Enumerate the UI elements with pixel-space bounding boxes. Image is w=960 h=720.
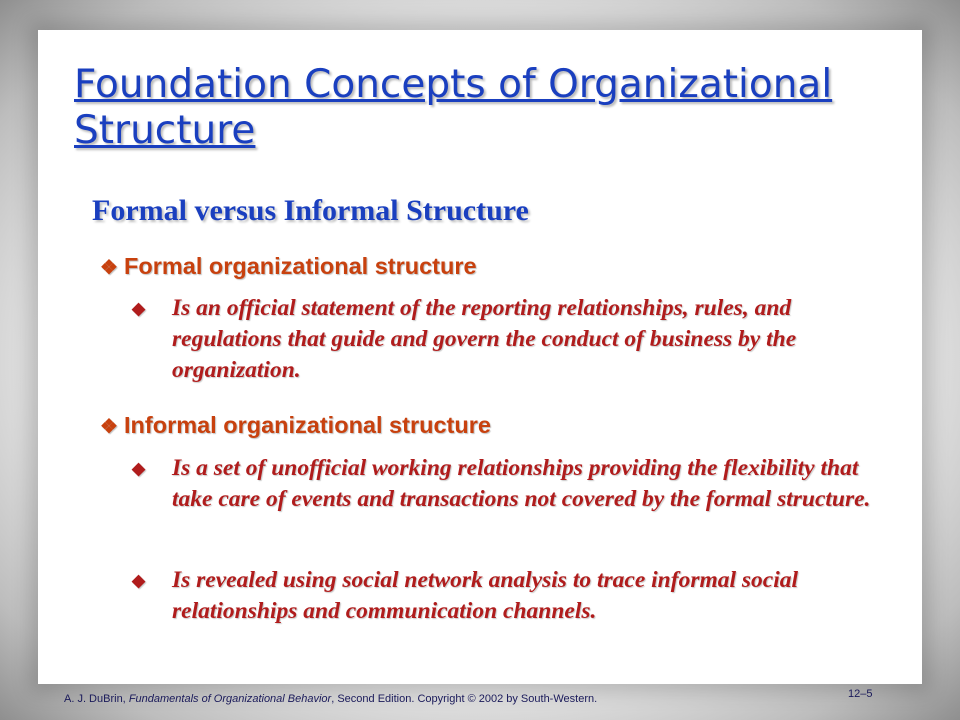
diamond-flower-icon: ❖ (100, 257, 118, 279)
sub-bullet-text: Is revealed using social network analysis to trace informal social relationships and communication channels. (172, 567, 799, 624)
sub-bullet-informal-definition (132, 453, 872, 515)
sub-bullet-formal-definition (132, 293, 872, 386)
sub-bullet-text: Is an official statement of the reporting relationships, rules, and regulations that guide and govern the conduct of business by the organization. (172, 295, 797, 383)
section-heading: Formal versus Informal Structure (92, 194, 529, 227)
slide-title: Foundation Concepts of Organizational Structure (74, 62, 833, 153)
sub-bullet-social-network (132, 565, 872, 627)
bullet-label: Informal organizational structure (124, 412, 491, 438)
diamond-icon: ◆ (132, 299, 146, 318)
sub-bullet-text: Is a set of unofficial working relationships providing the flexibility that take care of events and transactions not covered by the formal structure. (172, 455, 871, 512)
diamond-flower-icon: ❖ (100, 416, 118, 438)
bullet-informal-structure (100, 411, 491, 441)
diamond-icon: ◆ (132, 459, 146, 478)
footer-citation (64, 693, 597, 705)
footer-edition: , Second Edition. Copyright © 2002 by South-Western. (331, 693, 598, 705)
bullet-label: Formal organizational structure (124, 253, 477, 279)
diamond-icon: ◆ (132, 571, 146, 590)
slide-number: 12–5 (848, 688, 873, 700)
bullet-formal-structure (100, 252, 477, 282)
footer-book-title: Fundamentals of Organizational Behavior (128, 693, 332, 705)
footer-author: A. J. DuBrin, (64, 693, 126, 705)
